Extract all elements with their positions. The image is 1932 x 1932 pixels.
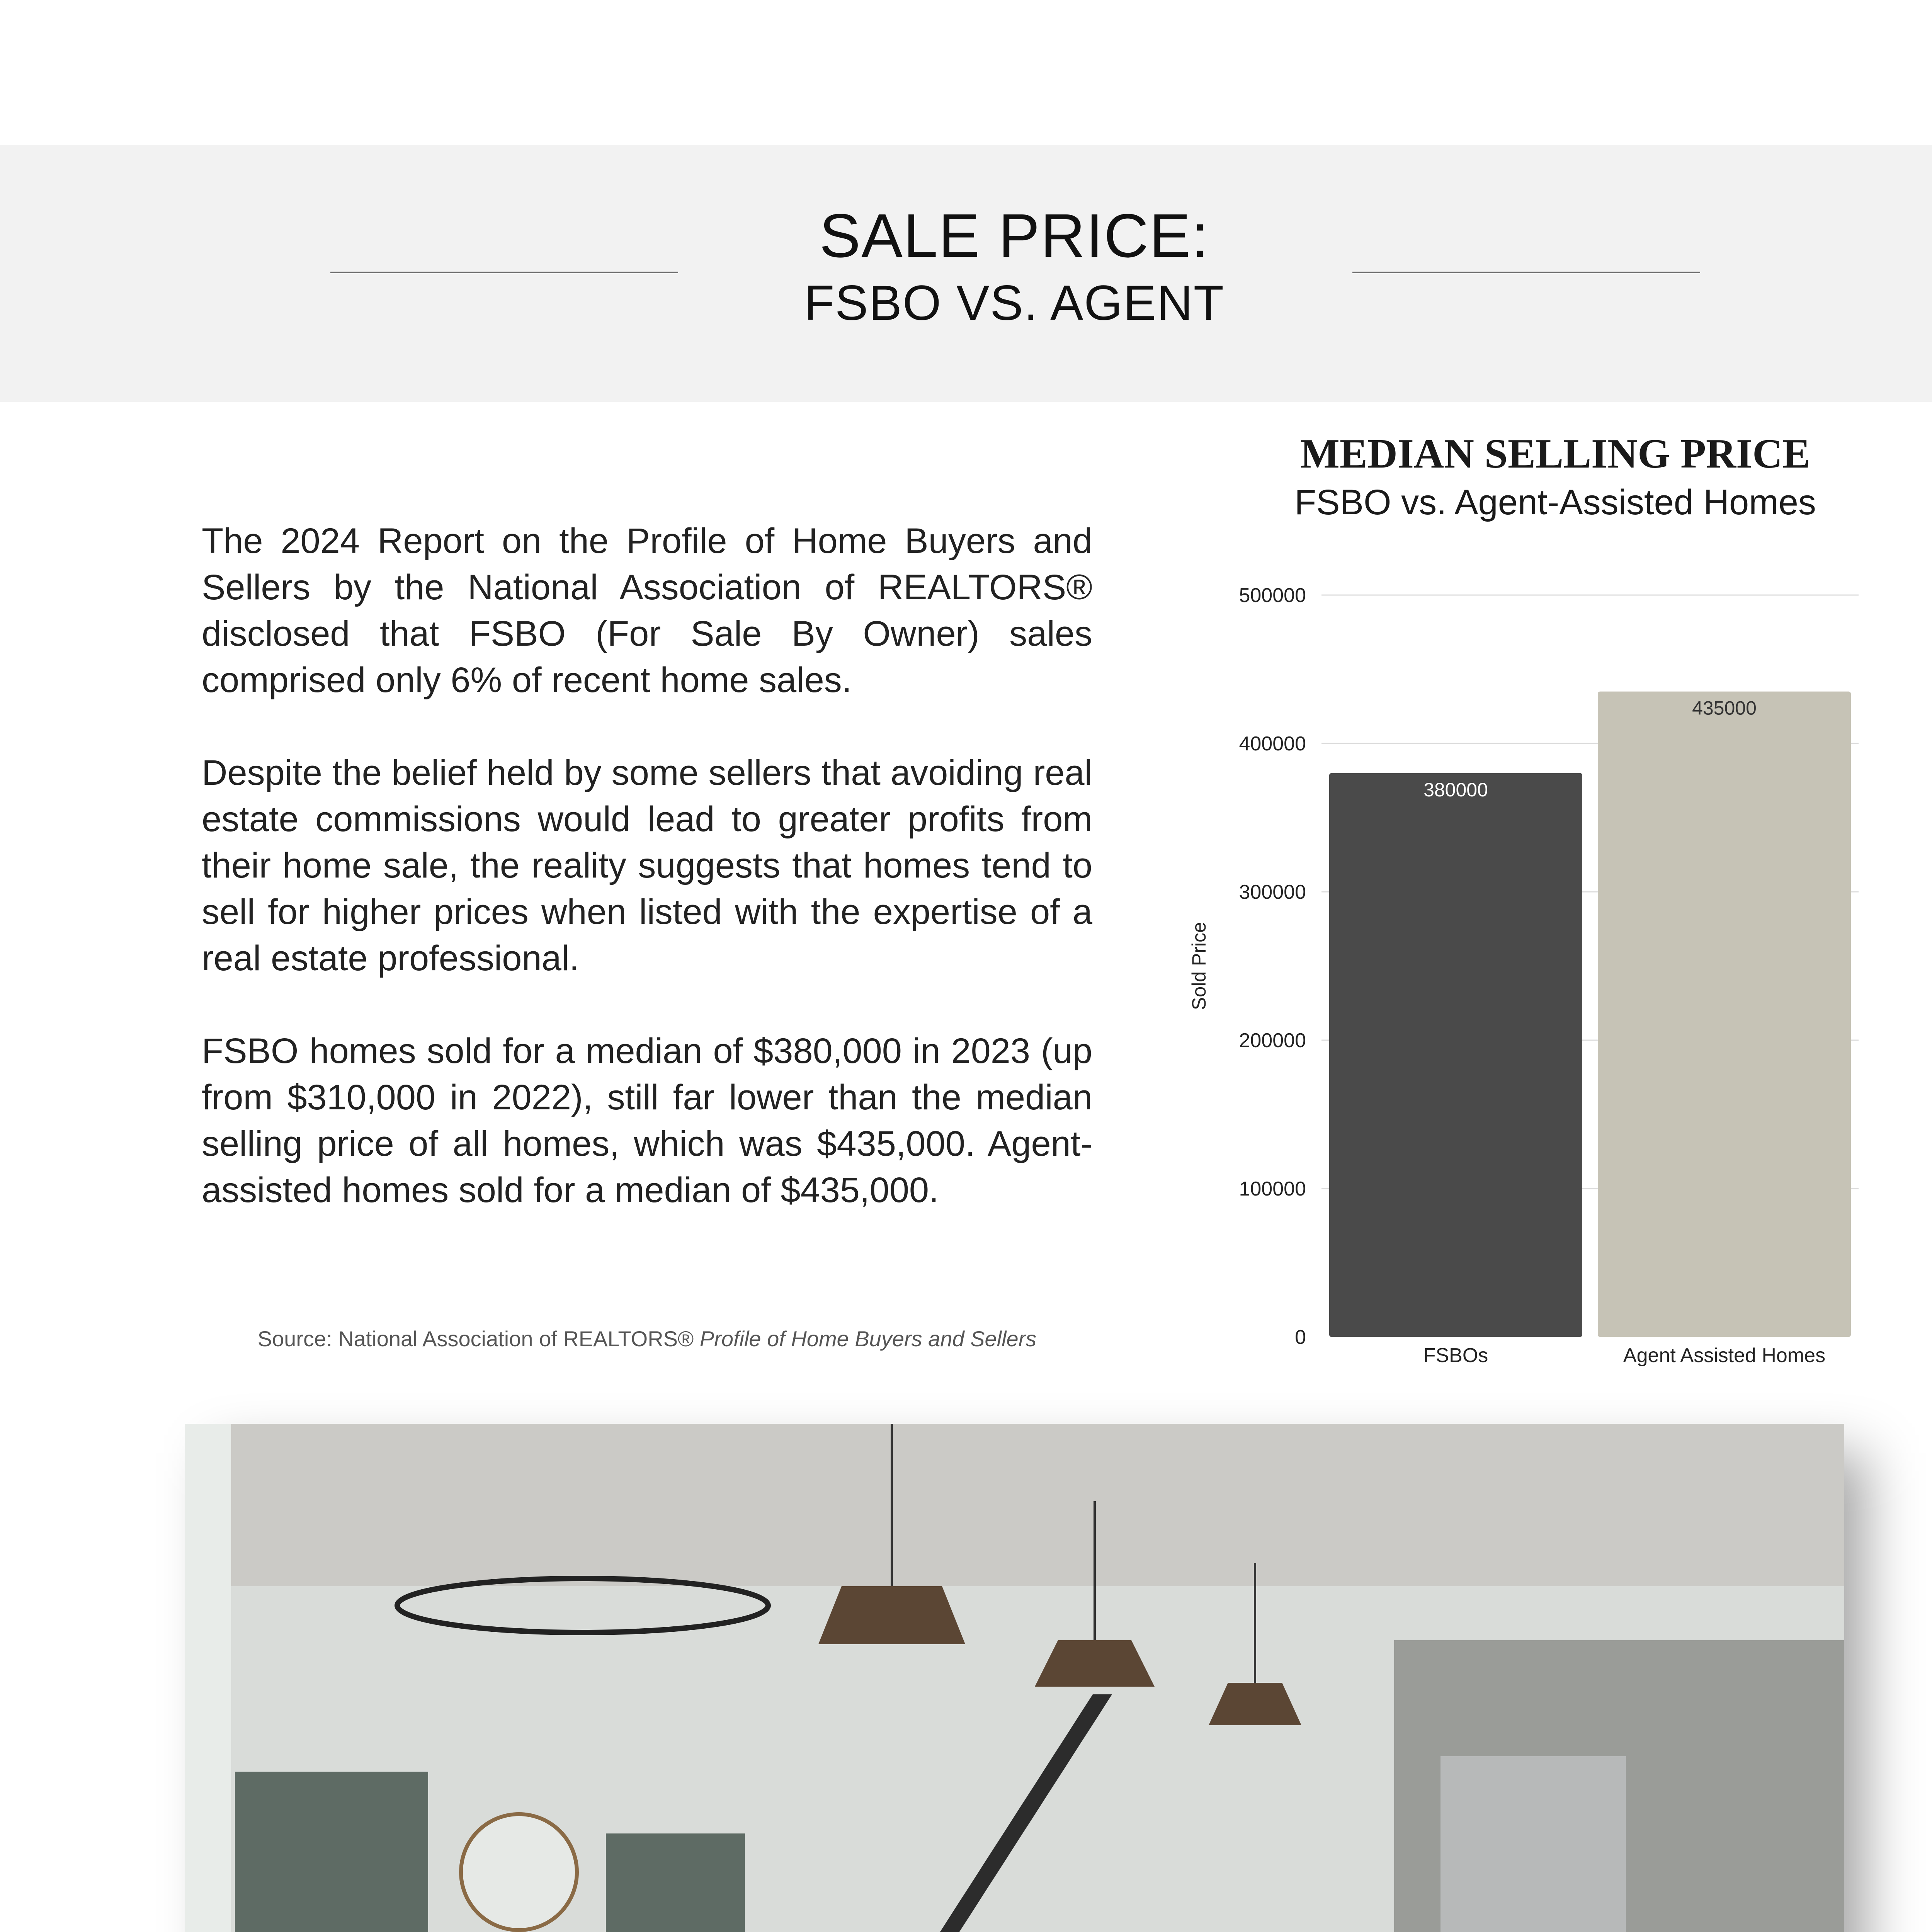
title-rule-right bbox=[1352, 272, 1700, 273]
page-title: SALE PRICE: bbox=[819, 201, 1209, 270]
photo-ceiling bbox=[185, 1424, 1844, 1586]
y-tick-label: 200000 bbox=[1239, 1029, 1306, 1052]
chart-title: MEDIAN SELLING PRICE bbox=[1300, 431, 1811, 477]
y-tick-label: 400000 bbox=[1239, 733, 1306, 755]
data-label: 435000 bbox=[1692, 697, 1757, 719]
y-tick-label: 0 bbox=[1295, 1326, 1306, 1349]
photo-bookshelf-right bbox=[606, 1833, 745, 1932]
x-tick-label: FSBOs bbox=[1423, 1344, 1488, 1367]
bar bbox=[1329, 773, 1582, 1337]
photo-round-mirror bbox=[461, 1814, 577, 1930]
source-citation bbox=[202, 1325, 1092, 1352]
x-tick-label: Agent Assisted Homes bbox=[1623, 1344, 1826, 1367]
page-subtitle: FSBO VS. AGENT bbox=[804, 276, 1225, 331]
source-title: Profile of Home Buyers and Sellers bbox=[699, 1327, 1037, 1351]
median-price-bar-chart bbox=[1140, 580, 1913, 1376]
source-prefix: Source: National Association of REALTORS® bbox=[257, 1327, 694, 1351]
photo-pendant-light-1 bbox=[818, 1586, 965, 1644]
body-paragraph-3: FSBO homes sold for a median of $380,000 in 2023 (up from $310,000 in 2022), still far lower than the median selling price of all homes, which was $435,000. Agent-assisted homes sold for a median of $435,000. bbox=[202, 1031, 1092, 1210]
y-tick-label: 500000 bbox=[1239, 584, 1306, 607]
title-banner bbox=[0, 145, 1932, 402]
y-tick-label: 100000 bbox=[1239, 1178, 1306, 1200]
bar bbox=[1598, 692, 1851, 1337]
y-axis-label: Sold Price bbox=[1188, 922, 1210, 1010]
kitchen-illustration bbox=[185, 1424, 1844, 1932]
y-tick-label: 300000 bbox=[1239, 881, 1306, 903]
photo-bookshelf-left bbox=[235, 1772, 428, 1932]
kitchen-photo bbox=[185, 1424, 1844, 1932]
photo-window bbox=[185, 1424, 231, 1932]
photo-refrigerator bbox=[1440, 1756, 1626, 1932]
body-paragraph-2: Despite the belief held by some sellers that avoiding real estate commissions would lead to greater profits from their home sale, the reality suggests that homes tend to sell for higher prices when listed with the expertise of a real estate professional. bbox=[202, 753, 1092, 978]
title-rule-left bbox=[330, 272, 678, 273]
body-paragraph-1: The 2024 Report on the Profile of Home Buyers and Sellers by the National Association of REALTORS® disclosed that FSBO (For Sale By Owner) sales comprised only 6% of recent home sales. bbox=[202, 521, 1092, 700]
data-label: 380000 bbox=[1423, 779, 1488, 801]
chart-subtitle: FSBO vs. Agent-Assisted Homes bbox=[1294, 483, 1816, 522]
